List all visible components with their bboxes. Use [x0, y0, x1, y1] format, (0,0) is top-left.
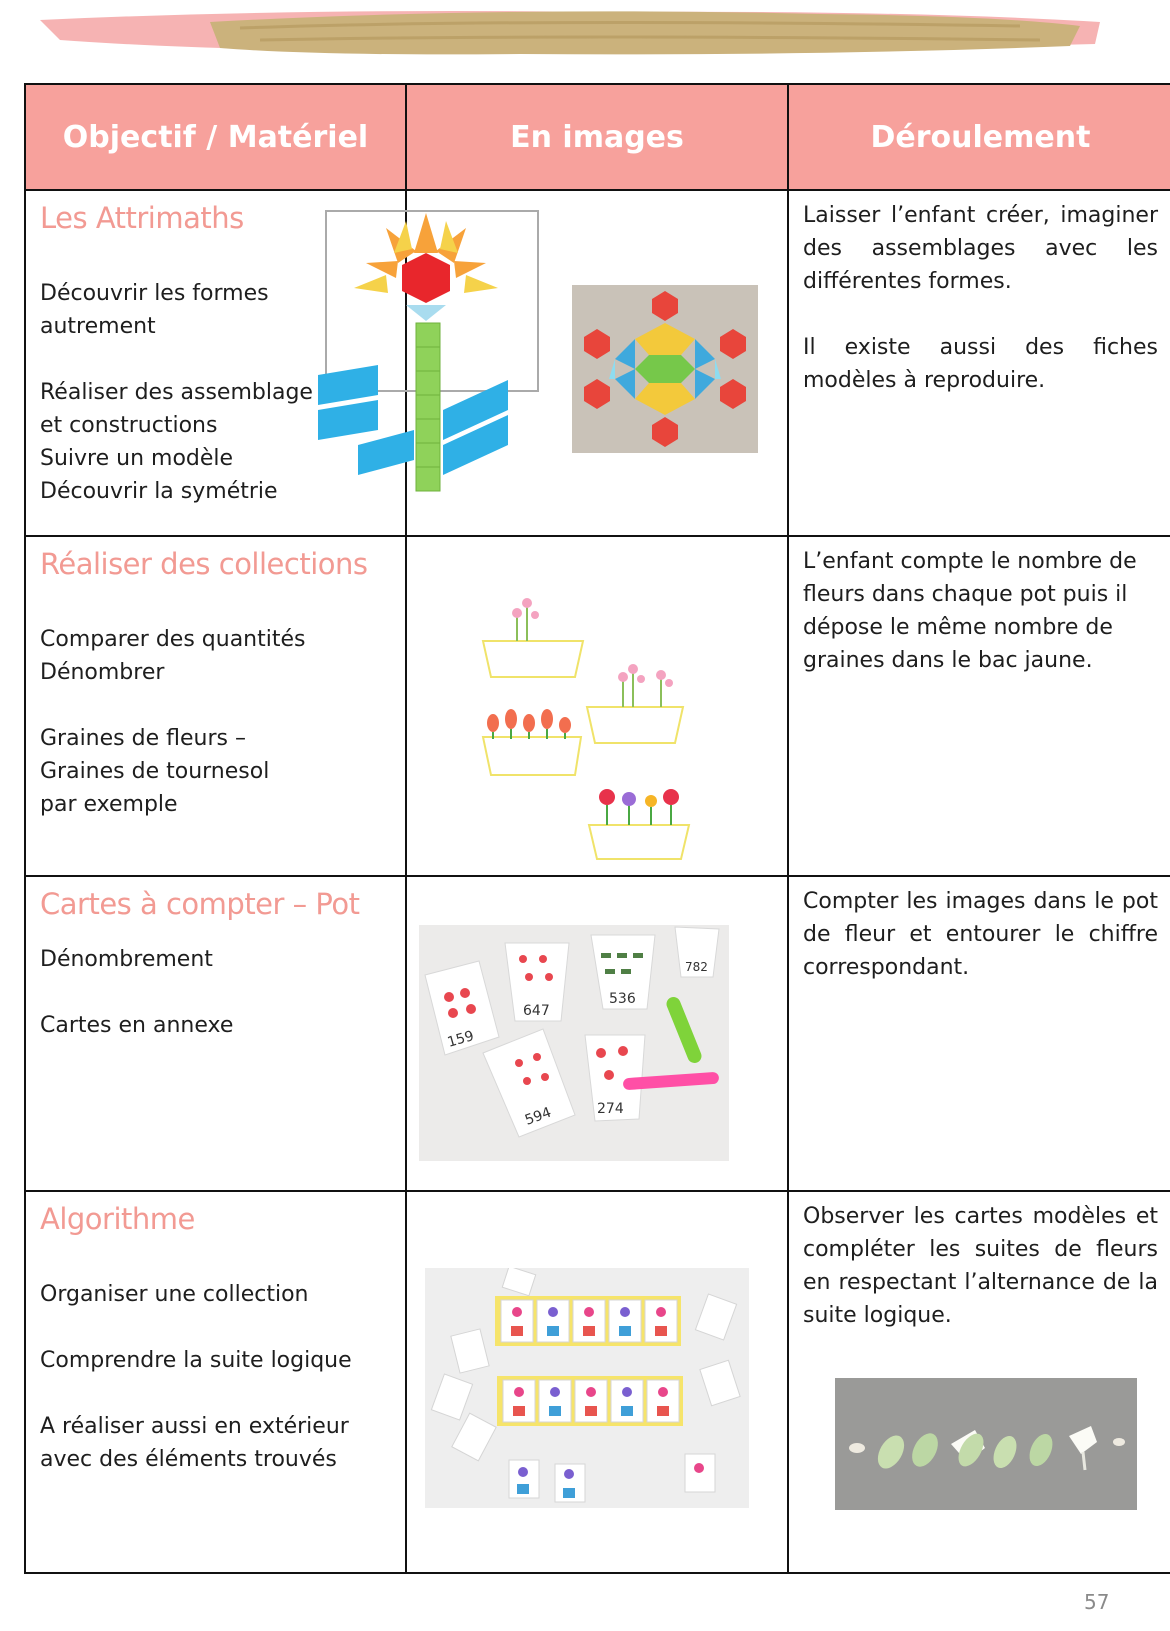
- description-cell: [788, 876, 1170, 1191]
- card-number: 536: [609, 991, 636, 1007]
- images-cell: [406, 876, 788, 1191]
- table-row: [25, 190, 1170, 536]
- card-number: 647: [523, 1003, 550, 1019]
- objective-line: Cartes en annexe: [40, 1013, 234, 1038]
- images-cell: [406, 190, 788, 536]
- header-images: En images: [406, 84, 788, 190]
- activity-title: Les Attrimaths: [40, 201, 244, 235]
- card-number: 274: [597, 1101, 624, 1117]
- description-cell: [788, 536, 1170, 876]
- card-number: 782: [685, 960, 708, 974]
- activity-title: Réaliser des collections: [40, 547, 368, 581]
- objective-line: A réaliser aussi en extérieur: [40, 1414, 349, 1439]
- table-row: [25, 1191, 1170, 1573]
- objective-line: par exemple: [40, 792, 178, 817]
- counting-cards-image: [419, 925, 729, 1161]
- flower-sequence-cards-image: [425, 1268, 749, 1508]
- objective-line: Graines de fleurs –: [40, 726, 246, 751]
- objective-line: Comprendre la suite logique: [40, 1348, 352, 1373]
- description-text: Il existe aussi des fiches modèles à reproduire.: [803, 335, 1158, 393]
- objective-cell: [25, 536, 406, 876]
- images-cell: [406, 1191, 788, 1573]
- activity-title: Algorithme: [40, 1202, 195, 1236]
- objective-line: Graines de tournesol: [40, 759, 270, 784]
- objective-line: Dénombrement: [40, 947, 213, 972]
- objective-line: Réaliser des assemblage: [40, 380, 313, 405]
- decorative-brush-stroke: [0, 0, 1170, 70]
- objective-line: Suivre un modèle: [40, 446, 234, 471]
- objective-line: autrement: [40, 314, 156, 339]
- attrimaths-rosace-image: [572, 285, 758, 453]
- description-cell: [788, 190, 1170, 536]
- images-cell: [406, 536, 788, 876]
- table-row: [25, 876, 1170, 1191]
- description-text: Laisser l’enfant créer, imaginer des assemblages avec les différentes formes.: [803, 203, 1158, 294]
- objective-line: Dénombrer: [40, 660, 165, 685]
- flower-pots-image: [477, 593, 697, 863]
- description-cell: [788, 1191, 1170, 1573]
- objective-line: et constructions: [40, 413, 218, 438]
- objective-line: Découvrir les formes: [40, 281, 269, 306]
- objective-line: Organiser une collection: [40, 1282, 309, 1307]
- objective-cell: [25, 876, 406, 1191]
- activity-table: [24, 83, 1170, 1574]
- activity-title: Cartes à compter – Pot: [40, 887, 360, 921]
- description-text: Observer les cartes modèles et compléter les suites de fleurs en respectant l’alternance de la suite logique.: [803, 1204, 1158, 1328]
- objective-cell: [25, 1191, 406, 1573]
- header-deroulement: Déroulement: [788, 84, 1170, 190]
- objective-line: Comparer des quantités: [40, 627, 306, 652]
- objective-line: Découvrir la symétrie: [40, 479, 278, 504]
- header-row: [25, 84, 1170, 190]
- page-number: 57: [1084, 1590, 1110, 1614]
- card-number: 159: [445, 1028, 476, 1051]
- objective-line: avec des éléments trouvés: [40, 1447, 337, 1472]
- description-text: L’enfant compte le nombre de fleurs dans chaque pot puis il dépose le même nombre de graines dans le bac jaune.: [803, 549, 1137, 673]
- table-row: [25, 536, 1170, 876]
- description-text: Compter les images dans le pot de fleur et entourer le chiffre correspondant.: [803, 889, 1158, 980]
- objective-cell: [25, 190, 406, 536]
- header-objectif: Objectif / Matériel: [25, 84, 406, 190]
- petals-sequence-photo: [835, 1378, 1137, 1510]
- card-number: 594: [522, 1104, 554, 1129]
